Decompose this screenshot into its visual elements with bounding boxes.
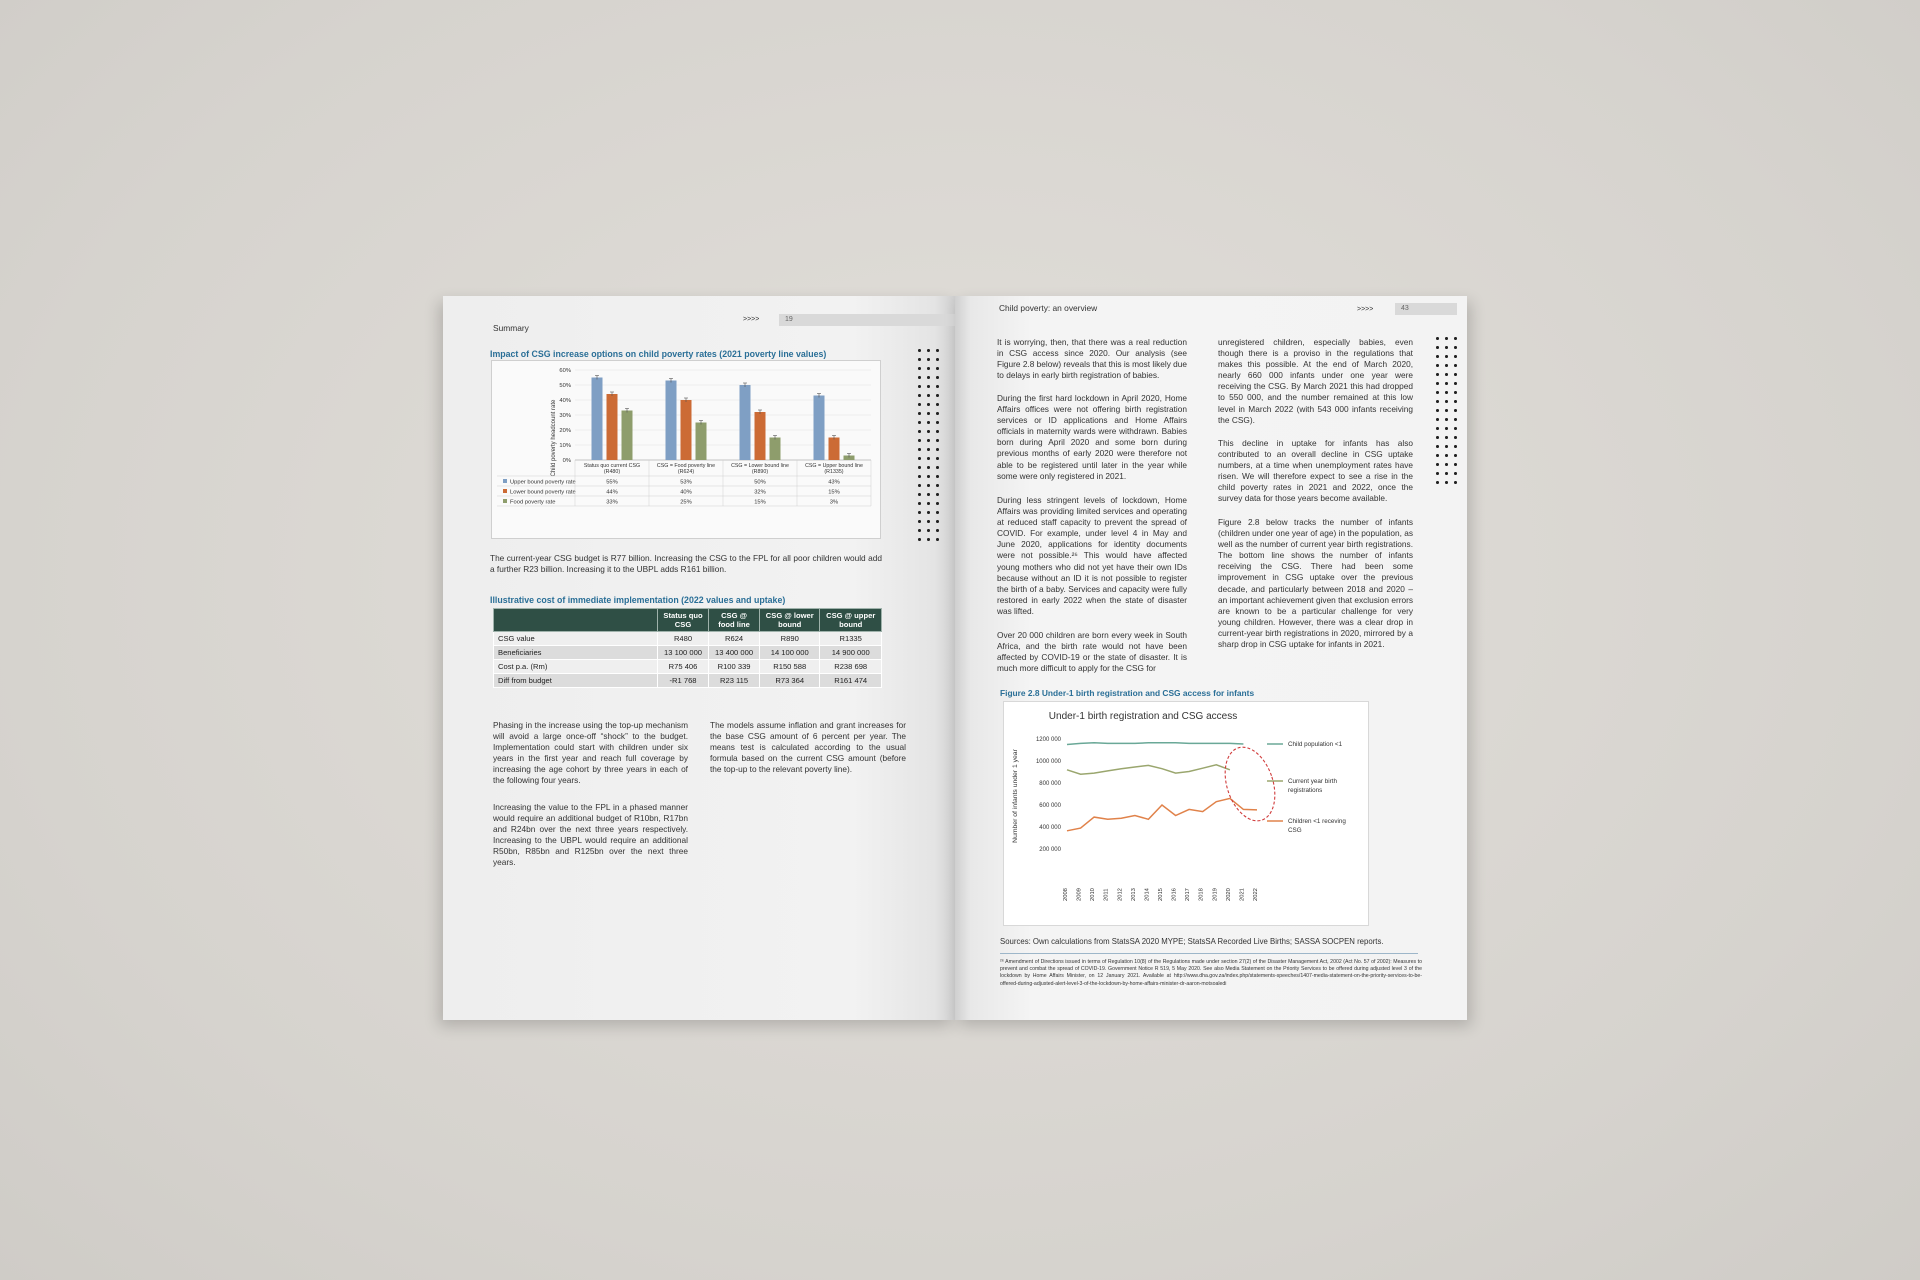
cost-cell: R100 339 xyxy=(709,660,760,674)
cost-table xyxy=(493,608,882,688)
data-table-value: 33% xyxy=(606,499,618,506)
colA-para2: During the first hard lockdown in April 2020, Home Affairs offices were not offering birth registration services or ID applications and Home Affairs officials in maternity wards were withdrawn. Babies born during April 2020 and some born during previous months of early 2020 were therefore not able to be registered until later in the year while some were only registered in 2021. xyxy=(997,393,1187,481)
cost-cell: R238 698 xyxy=(820,660,882,674)
cost-cell: 13 100 000 xyxy=(658,646,709,660)
line-legend-label: Child population <1 xyxy=(1288,741,1343,748)
bar-y-tick: 0% xyxy=(562,458,571,464)
cost-cell: R23 115 xyxy=(709,674,760,688)
data-table-value: 40% xyxy=(680,489,692,496)
cost-cell: R624 xyxy=(709,632,760,646)
bar-y-tick: 30% xyxy=(559,413,571,419)
legend-label: Upper bound poverty rate xyxy=(510,479,576,486)
bar-0 xyxy=(592,378,603,461)
page-number-left: 19 xyxy=(779,314,955,326)
line-x-tick: 2020 xyxy=(1225,888,1232,901)
table-heading: Illustrative cost of immediate implementation (2022 values and uptake) xyxy=(490,595,786,605)
legend-label: Food poverty rate xyxy=(510,499,556,506)
cost-cell: R150 588 xyxy=(760,660,820,674)
cost-cell: R73 364 xyxy=(760,674,820,688)
footnote-divider xyxy=(1000,953,1418,954)
line-x-tick: 2021 xyxy=(1239,888,1246,901)
footnote: ²⁶ Amendment of Directions issued in terms of Regulation 10(8) of the Regulations made under section 27(2) of the Disaster Management Act, 2002 (Act No. 57 of 2002): Measures to prevent and combat the spread of COVID-19. Government Notice R 519, 5 May 2020. See also Media Statement on the Priority Services to be offered during adjusted level 3 of the lockdown by Home Affairs Minister, on 12 January 2021. Available at http://www.dha.gov.za/index.php/statements-speeches/1407-media-statement-on-the-priority-services-to-be-offered-during-adjusted-alert-level-3-of-the-lockdown-by-home-affairs-minister-dr-aaron-motsoaledi xyxy=(1000,959,1422,987)
bar-y-tick: 20% xyxy=(559,428,571,434)
line-x-tick: 2013 xyxy=(1130,888,1137,901)
colB-para2: This decline in uptake for infants has also contributed to an overall decline in CSG uptake numbers, at a time when unemployment rates have risen. We will therefore expect to see a rise in the child poverty rates in 2021 and 2022, once the survey data for those years become available. xyxy=(1218,438,1413,504)
models-paragraph: The models assume inflation and grant increases for the base CSG amount of 6 percent per year. The means test is calculated according to the usual formula based on the current CSG amount (before the top-up to the relevant poverty line). xyxy=(710,720,906,775)
colA-para1: It is worrying, then, that there was a real reduction in CSG access since 2020. Our analysis (see Figure 2.8 below) reveals that this is most likely due to delays in early birth registration of babies. xyxy=(997,337,1187,381)
bar-1 xyxy=(681,400,692,460)
bar-1 xyxy=(755,412,766,460)
bar-2 xyxy=(770,438,781,461)
bar-category-sublabel: (R1335) xyxy=(824,469,844,475)
cost-cell: 13 400 000 xyxy=(709,646,760,660)
bar-0 xyxy=(814,396,825,461)
colB-para1: unregistered children, especially babies, even though there is a proviso in the regulations that makes this possible. At the end of March 2020, nearly 660 000 infants under one year were receiving the CSG. By March 2021 this had dropped to 550 000, and the number remained at this low level in March 2022 (with 543 000 infants receiving the CSG). xyxy=(1218,337,1413,425)
cost-cell: R480 xyxy=(658,632,709,646)
line-x-tick: 2009 xyxy=(1076,888,1083,901)
cost-row-label: Beneficiaries xyxy=(494,646,658,660)
cost-cell: R161 474 xyxy=(820,674,882,688)
data-table-value: 15% xyxy=(828,489,840,496)
cost-header-2: CSG @ food line xyxy=(709,609,760,632)
data-table-value: 44% xyxy=(606,489,618,496)
cost-row-label: CSG value xyxy=(494,632,658,646)
line-x-tick: 2012 xyxy=(1117,888,1124,901)
bar-0 xyxy=(740,385,751,460)
bar-y-tick: 50% xyxy=(559,383,571,389)
cost-row-label: Diff from budget xyxy=(494,674,658,688)
cost-cell: 14 900 000 xyxy=(820,646,882,660)
cost-table-body xyxy=(494,632,882,688)
data-table-value: 32% xyxy=(754,489,766,496)
line-y-tick: 1200 000 xyxy=(1035,737,1061,743)
bar-y-tick: 60% xyxy=(559,368,571,374)
chart-heading: Impact of CSG increase options on child poverty rates (2021 poverty line values) xyxy=(490,349,827,359)
cost-row xyxy=(494,674,882,688)
data-table-value: 53% xyxy=(680,479,692,486)
data-table-value: 55% xyxy=(606,479,618,486)
line-y-tick: 1000 000 xyxy=(1035,759,1061,765)
cost-header-3: CSG @ lower bound xyxy=(760,609,820,632)
line-x-tick: 2008 xyxy=(1063,888,1069,901)
bar-category-sublabel: (R480) xyxy=(603,469,621,475)
line-y-tick: 600 000 xyxy=(1039,803,1061,809)
bar-0 xyxy=(666,381,677,461)
bar-category-label: CSG = Lower bound line xyxy=(731,463,789,469)
bar-category-label: CSG = Upper bound line xyxy=(805,463,863,469)
line-x-tick: 2018 xyxy=(1198,888,1205,901)
line-legend-label: Children <1 receving xyxy=(1288,818,1346,825)
data-table-value: 50% xyxy=(754,479,766,486)
bar-category-sublabel: (R890) xyxy=(751,469,769,475)
dot-pattern-right xyxy=(1433,334,1463,490)
dot-pattern-left xyxy=(915,346,945,546)
line-x-tick: 2016 xyxy=(1171,888,1178,901)
figure-caption: Figure 2.8 Under-1 birth registration and CSG access for infants xyxy=(1000,688,1255,698)
cost-row-label: Cost p.a. (Rm) xyxy=(494,660,658,674)
cost-cell: -R1 768 xyxy=(658,674,709,688)
line-legend-label: registrations xyxy=(1288,787,1323,794)
cost-cell: R1335 xyxy=(820,632,882,646)
line-legend-label: CSG xyxy=(1288,827,1302,834)
cost-row xyxy=(494,646,882,660)
line-chart-y-axis-label: Number of infants under 1 year xyxy=(1012,749,1019,843)
cost-cell: R890 xyxy=(760,632,820,646)
cost-header-1: Status quo CSG xyxy=(658,609,709,632)
line-legend-label: Current year birth xyxy=(1288,778,1337,785)
page-number-right: 43 xyxy=(1395,303,1457,315)
line-x-tick: 2010 xyxy=(1090,888,1097,901)
page-arrows-right: >>>> xyxy=(1357,306,1374,313)
line-x-tick: 2022 xyxy=(1253,888,1259,901)
phasing-paragraph: Phasing in the increase using the top-up mechanism will avoid a large once-off “shock” to the budget. Implementation could start with children under six years in the first year and reach full coverage by increasing the age cohort by three years in each of the following four years. xyxy=(493,720,688,786)
bar-1 xyxy=(829,438,840,461)
bar-category-label: CSG = Food poverty line xyxy=(656,463,716,469)
colA-para3: During less stringent levels of lockdown, Home Affairs was providing limited services and operating at reduced staff capacity to prevent the spread of COVID. For example, under level 4 in May and June 2020, applications for identity documents were not possible.²⁶ This would have affected young mothers who did not yet have their own IDs because without an ID it is not possible to register the birth of a baby. Services and capacity were fully restored in early 2022 when the state of disaster was lifted. xyxy=(997,495,1187,616)
bar-y-tick: 10% xyxy=(559,443,571,449)
budget-paragraph: The current-year CSG budget is R77 billion. Increasing the CSG to the FPL for all poor children would add a further R23 billion. Increasing it to the UBPL adds R161 billion. xyxy=(490,553,882,575)
line-x-tick: 2014 xyxy=(1144,888,1151,901)
data-table-value: 3% xyxy=(829,499,839,506)
line-chart xyxy=(1003,701,1369,926)
colA-para4: Over 20 000 children are born every week in South Africa, and the birth rate would not have been affected by COVID-19 or the state of disaster. It is much more difficult to apply for the CSG for xyxy=(997,630,1187,674)
cost-header-4: CSG @ upper bound xyxy=(820,609,882,632)
bar-2 xyxy=(696,423,707,461)
bar-category-sublabel: (R624) xyxy=(677,469,695,475)
fpl-paragraph: Increasing the value to the FPL in a phased manner would require an additional budget of R10bn, R17bn and R24bn over the next three years respectively. Increasing to the UBPL would require an additional R50bn, R85bn and R125bn over the next three years. xyxy=(493,802,688,868)
bar-2 xyxy=(622,411,633,461)
data-table-value: 43% xyxy=(828,479,840,486)
legend-swatch xyxy=(503,489,507,493)
line-x-tick: 2019 xyxy=(1212,888,1219,901)
poverty-bar-chart xyxy=(491,360,881,540)
cost-row xyxy=(494,632,882,646)
legend-label: Lower bound poverty rate xyxy=(510,489,576,496)
page-arrows-left: >>>> xyxy=(743,316,760,323)
chart-y-axis-label: Child poverty headcount rate xyxy=(551,399,557,477)
line-y-tick: 200 000 xyxy=(1039,847,1061,853)
legend-swatch xyxy=(503,479,507,483)
legend-swatch xyxy=(503,499,507,503)
cost-row xyxy=(494,660,882,674)
right-page xyxy=(955,296,1467,1020)
line-y-tick: 800 000 xyxy=(1039,781,1061,787)
colB-para3: Figure 2.8 below tracks the number of infants (children under one year of age) in the population, as well as the number of current year birth registrations. The bottom line shows the number of infants receiving the CSG. There had been some improvement in CSG uptake over the previous decade, and particularly between 2018 and 2020 – an important achievement given that exclusion errors are known to be a particular challenge for very young children. However, there was a clear drop in current-year birth registrations in 2020, mirrored by a sharp drop in CSG uptake for infants in 2021. xyxy=(1218,517,1413,650)
data-table-value: 25% xyxy=(680,499,692,506)
line-x-tick: 2011 xyxy=(1103,888,1110,901)
line-chart-title: Under-1 birth registration and CSG access xyxy=(1048,711,1238,722)
cost-cell: R75 406 xyxy=(658,660,709,674)
line-y-tick: 400 000 xyxy=(1039,825,1061,831)
cost-cell: 14 100 000 xyxy=(760,646,820,660)
bar-y-tick: 40% xyxy=(559,398,571,404)
running-head-left: Summary xyxy=(493,323,529,333)
cost-table-header-row xyxy=(494,609,882,632)
line-x-tick: 2017 xyxy=(1185,888,1192,901)
sources-line: Sources: Own calculations from StatsSA 2020 MYPE; StatsSA Recorded Live Births; SASSA SOCPEN reports. xyxy=(1000,937,1384,946)
bar-1 xyxy=(607,394,618,460)
data-table-value: 15% xyxy=(754,499,766,506)
left-page xyxy=(443,296,955,1020)
cost-header-0 xyxy=(494,609,658,632)
bar-category-label: Status quo current CSG xyxy=(583,463,641,469)
running-head-right: Child poverty: an overview xyxy=(999,303,1098,313)
line-x-tick: 2015 xyxy=(1158,888,1164,901)
